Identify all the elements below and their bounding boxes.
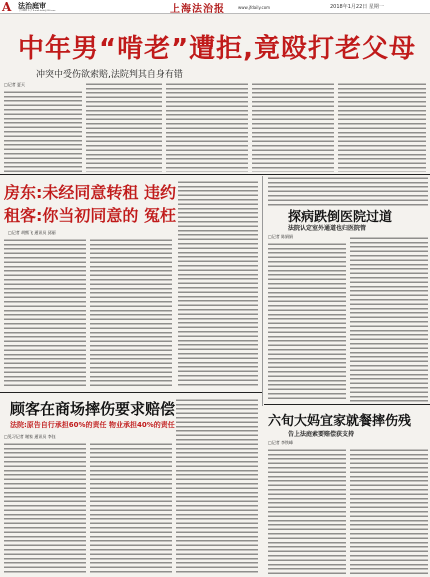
compensation-headline: 六旬大妈宜家就餐摔伤残 [268, 414, 412, 429]
section-title: 法治庭审 [18, 2, 46, 10]
lead-body-column-1 [4, 90, 82, 172]
hospital-byline: □记者 陈娟娟 [268, 234, 294, 239]
lead-headline: 中年男“啃老”遭拒,竟殴打老父母 [18, 34, 417, 64]
newspaper-masthead: 上海法治报 [170, 4, 225, 15]
compensation-body-column-1 [268, 448, 346, 575]
website-text: www.jfdaily.com [238, 5, 271, 10]
rent-body-column-2 [90, 238, 172, 388]
rent-headline-1: 房东:未经同意转租 违约 [4, 183, 176, 202]
mall-body-column-3 [176, 398, 258, 575]
lead-body-column-3 [166, 82, 248, 172]
hospital-subheadline: 法院认定室外通道也归医院管 [288, 225, 367, 232]
compensation-body-column-2 [350, 448, 428, 575]
lead-subheadline: 冲突中受伤欲索赔,法院判其自身有错 [36, 70, 183, 80]
hospital-headline: 探病跌倒医院过道 [288, 210, 393, 225]
lead-byline: □记者 夏天 [4, 82, 26, 87]
issue-date: 2018年1月22日 星期一 [330, 4, 384, 10]
section-divider [0, 174, 430, 175]
rent-byline: □记者 胡熊飞 通讯员 邱丽 [8, 230, 56, 235]
rent-body-column-3 [178, 180, 258, 388]
lead-body-column-5 [338, 82, 426, 172]
hospital-intro-text [268, 176, 428, 206]
column-divider [262, 176, 263, 406]
hospital-body-column-2 [350, 236, 428, 402]
compensation-subheadline: 告上法庭索要赔偿获支持 [288, 431, 355, 438]
compensation-byline: □记者 李铁峰 [268, 440, 294, 445]
mall-headline: 顾客在商场摔伤要求赔偿 [10, 400, 176, 418]
section-divider [264, 404, 430, 405]
mall-byline: □见习记者 谢家 通讯员 李钰 [4, 434, 56, 439]
lead-body-column-4 [252, 82, 334, 172]
editor-credits: 责任编辑 本 责 E-mail:fazhi@126.com [19, 10, 56, 12]
mall-body-column-1 [4, 442, 86, 575]
mall-body-column-2 [90, 442, 172, 575]
lead-body-column-2 [86, 82, 162, 172]
rent-headline-2: 租客:你当初同意的 冤枉 [4, 206, 176, 225]
rent-body-column-1 [4, 238, 86, 388]
section-divider [0, 392, 262, 393]
hospital-body-column-1 [268, 242, 346, 402]
mall-subheadline: 法院:原告自行承担60%的责任 物业承担40%的责任 [10, 421, 175, 429]
section-logo: A [2, 0, 12, 14]
